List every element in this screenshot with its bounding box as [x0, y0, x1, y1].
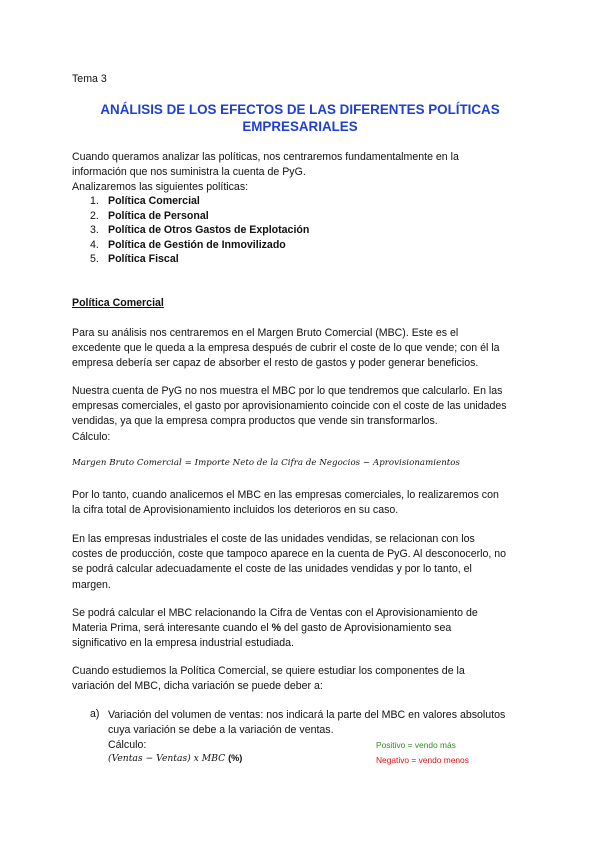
list-item: 2. Política de Personal	[90, 209, 209, 222]
text-line: empresa debería ser capaz de absorber el resto de gastos y poder generar beneficios.	[72, 357, 479, 370]
title-line-2: EMPRESARIALES	[242, 118, 358, 134]
intro-line-2: información que nos suministra la cuenta de PyG.	[72, 166, 306, 179]
text-line: costes de producción, coste que tampoco aparece en la cuenta de PyG. Al desconocerlo, no	[72, 548, 507, 561]
paragraph-6	[72, 664, 534, 694]
intro-line-1: Cuando queramos analizar las políticas, nos centraremos fundamentalmente en la	[72, 151, 459, 163]
text-line: Para su análisis nos centraremos en el Margen Bruto Comercial (MBC). Este es el	[72, 327, 459, 339]
intro-paragraph	[72, 150, 534, 196]
list-item: 1. Política Comercial	[90, 195, 200, 207]
positive-note: Positivo = vendo más	[376, 740, 456, 750]
list-item: 5. Política Fiscal	[90, 253, 179, 266]
text-line: Cálculo:	[72, 430, 111, 443]
topic-label: Tema 3	[72, 73, 107, 85]
page-title	[72, 102, 528, 135]
paragraph-3	[72, 488, 534, 518]
text-line: la cifra total de Aprovisionamiento incluidos los deterioros en su caso.	[72, 504, 399, 517]
list-item: 4. Política de Gestión de Inmovilizado	[90, 238, 286, 251]
policy-list	[72, 194, 309, 267]
paragraph-4	[72, 532, 534, 593]
item-a-label: a)	[90, 708, 100, 720]
item-a-formula: (Ventas − Ventas) x MBC (%)	[108, 753, 243, 764]
text-line: empresas comerciales, el gasto por aprovisionamiento coincide con el coste de las unidades	[72, 400, 507, 413]
text-line: vendidas, ya que la empresa compra productos que vende sin transformarlos.	[72, 415, 438, 428]
text-line: Por lo tanto, cuando analicemos el MBC en las empresas comerciales, lo realizaremos con	[72, 489, 499, 501]
mbc-formula: Margen Bruto Comercial = Importe Neto de la Cifra de Negocios − Aprovisionamientos	[72, 458, 460, 468]
intro-line-3: Analizaremos las siguientes políticas:	[72, 181, 249, 194]
item-a-calc-label: Cálculo:	[108, 739, 147, 751]
paragraph-1	[72, 326, 534, 372]
list-item: 3. Política de Otros Gastos de Explotación	[90, 224, 310, 237]
negative-note: Negativo = vendo menos	[376, 755, 469, 765]
item-a-text	[108, 708, 538, 738]
section-heading: Política Comercial	[72, 297, 164, 309]
text-line: En las empresas industriales el coste de las unidades vendidas, se relacionan con los	[72, 533, 475, 545]
text-line: Nuestra cuenta de PyG no nos muestra el MBC por lo que tendremos que calcularlo. En las	[72, 385, 503, 397]
text-line: margen.	[72, 578, 111, 591]
text-line: cuya variación se debe a la variación de ventas.	[108, 724, 334, 737]
title-line-1: ANÁLISIS DE LOS EFECTOS DE LAS DIFERENTES POLÍTICAS	[100, 102, 500, 117]
paragraph-5	[72, 606, 534, 652]
text-line: se podrá calcular adecuadamente el coste de las unidades vendidas y por lo tanto, el	[72, 563, 472, 576]
text-line: Materia Prima, será interesante cuando el % del gasto de Aprovisionamiento sea	[72, 622, 452, 635]
text-line: variación del MBC, dicha variación se puede deber a:	[72, 680, 323, 693]
text-line: Variación del volumen de ventas: nos indicará la parte del MBC en valores absolutos	[108, 709, 506, 721]
text-line: significativo en la empresa industrial estudiada.	[72, 637, 295, 650]
text-line: Cuando estudiemos la Política Comercial, se quiere estudiar los componentes de la	[72, 665, 465, 677]
text-line: Se podrá calcular el MBC relacionando la Cifra de Ventas con el Aprovisionamiento de	[72, 607, 478, 619]
paragraph-2	[72, 384, 534, 445]
text-line: excedente que le queda a la empresa después de cubrir el coste de lo que vende; con él la	[72, 342, 500, 355]
